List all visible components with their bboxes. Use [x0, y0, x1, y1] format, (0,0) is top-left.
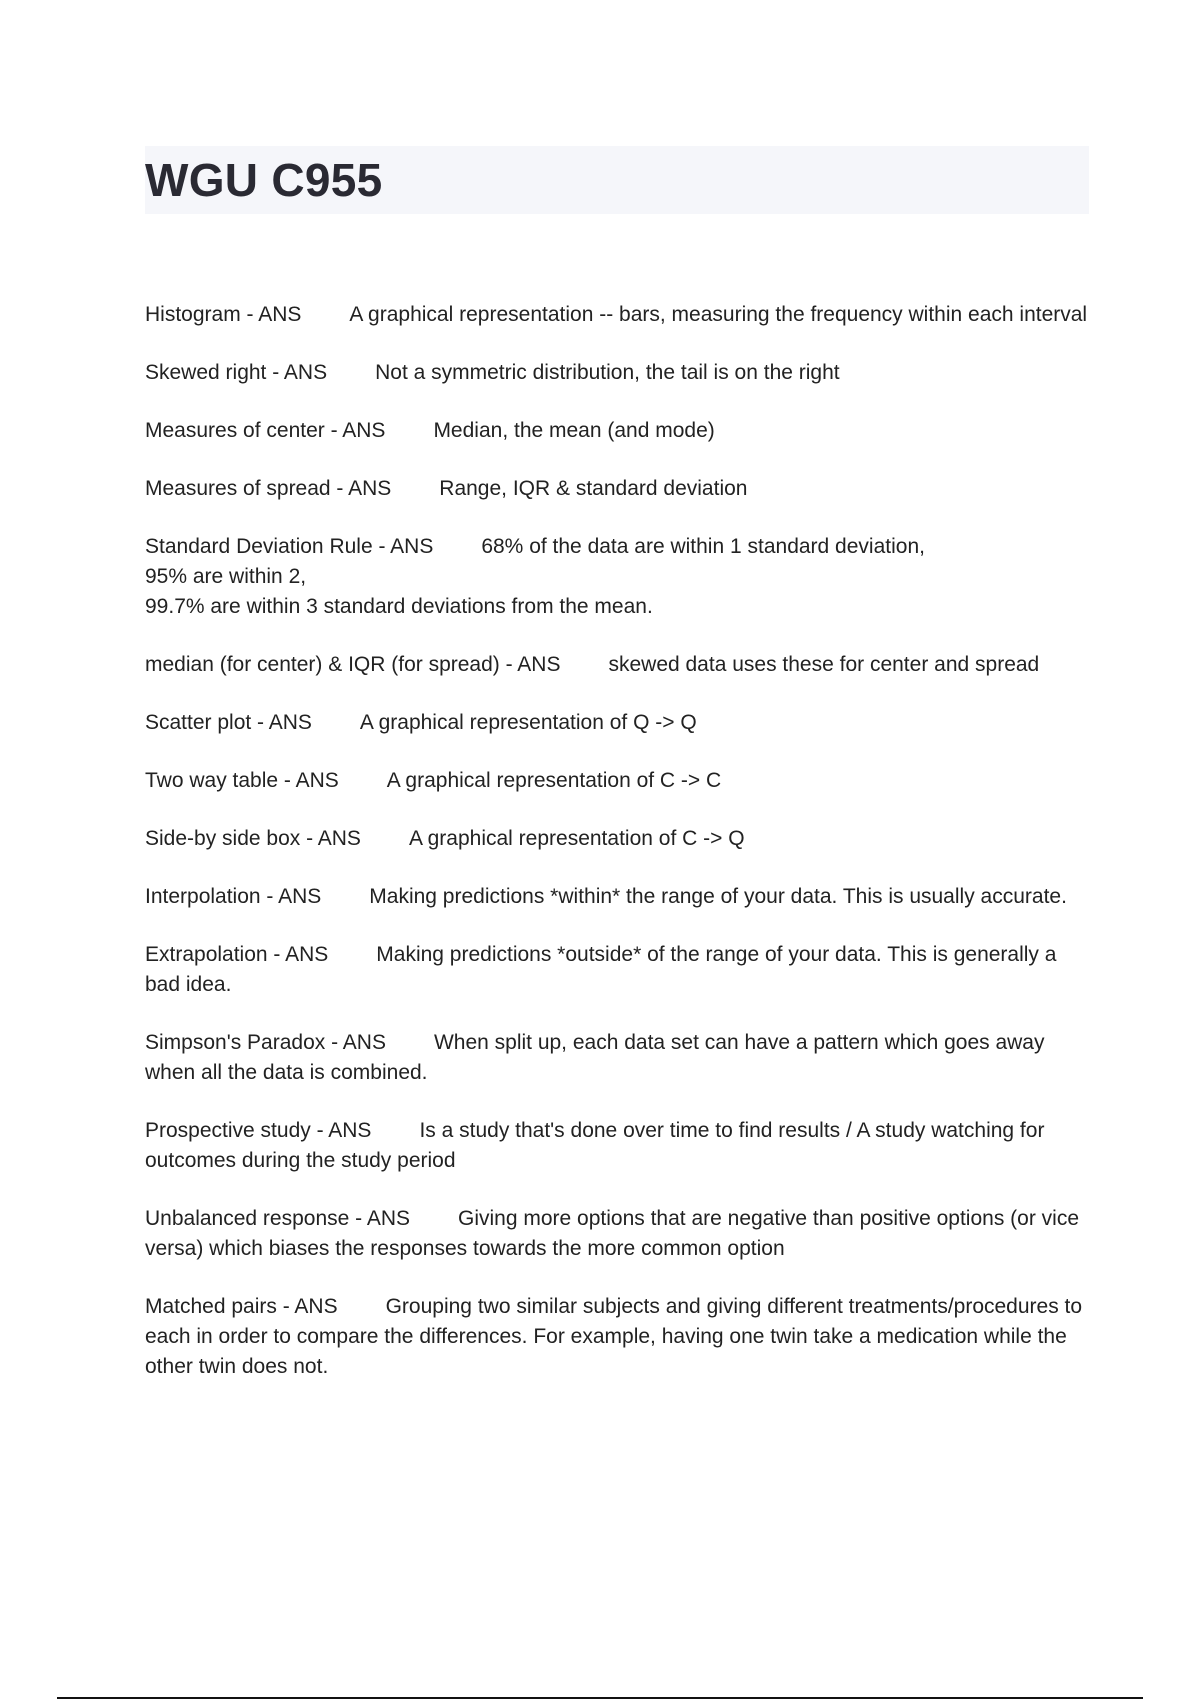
entry-definition: A graphical representation of C -> C	[386, 769, 722, 792]
entry-definition: skewed data uses these for center and spread	[608, 653, 1040, 676]
entry-definition: 68% of the data are within 1 standard deviation, 95% are within 2, 99.7% are within 3 standard deviations from the mean.	[145, 535, 925, 618]
entry-term: Interpolation - ANS	[145, 885, 322, 908]
entry-term: median (for center) & IQR (for spread) - ANS	[145, 653, 561, 676]
page-title: WGU C955	[145, 154, 383, 206]
entry-term: Matched pairs - ANS	[145, 1295, 338, 1318]
entry-definition: Giving more options that are negative than positive options (or vice versa) which biases the responses towards the more common option	[145, 1207, 1080, 1260]
flashcard-entry	[145, 300, 1095, 330]
flashcard-entry	[145, 1116, 1095, 1176]
entry-term: Extrapolation - ANS	[145, 943, 329, 966]
entry-definition: A graphical representation of C -> Q	[408, 827, 745, 850]
entry-definition: Is a study that's done over time to find results / A study watching for outcomes during the study period	[145, 1119, 1045, 1172]
flashcard-entry	[145, 474, 1095, 504]
entry-definition: A graphical representation -- bars, measuring the frequency within each interval	[349, 303, 1088, 326]
flashcard-entry	[145, 1028, 1095, 1088]
flashcard-entry	[145, 824, 1095, 854]
flashcard-entry	[145, 940, 1095, 1000]
entry-term: Histogram - ANS	[145, 303, 302, 326]
entry-definition: Median, the mean (and mode)	[433, 419, 715, 442]
entry-definition: Making predictions *outside* of the range of your data. This is generally a bad idea.	[145, 943, 1057, 996]
flashcard-entry	[145, 358, 1095, 388]
flashcard-entry	[145, 882, 1095, 912]
flashcard-entry	[145, 766, 1095, 796]
flashcard-entry	[145, 1292, 1095, 1382]
entry-term: Standard Deviation Rule - ANS	[145, 535, 434, 558]
flashcard-entry	[145, 416, 1095, 446]
entry-term: Two way table - ANS	[145, 769, 339, 792]
footer-divider	[57, 1697, 1143, 1699]
entry-definition: Grouping two similar subjects and giving different treatments/procedures to each in order to compare the differences. For example, having one twin take a medication while the other twin does not.	[145, 1295, 1083, 1378]
entry-definition: Not a symmetric distribution, the tail is on the right	[375, 361, 840, 384]
entry-term: Skewed right - ANS	[145, 361, 328, 384]
flashcard-list	[145, 300, 1095, 1410]
entry-term: Unbalanced response - ANS	[145, 1207, 410, 1230]
title-banner	[145, 146, 1089, 214]
entry-definition: Making predictions *within* the range of your data. This is usually accurate.	[369, 885, 1067, 908]
entry-term: Measures of center - ANS	[145, 419, 386, 442]
entry-term: Side-by side box - ANS	[145, 827, 361, 850]
entry-definition: When split up, each data set can have a pattern which goes away when all the data is combined.	[145, 1031, 1045, 1084]
entry-term: Prospective study - ANS	[145, 1119, 372, 1142]
entry-term: Measures of spread - ANS	[145, 477, 392, 500]
entry-term: Simpson's Paradox - ANS	[145, 1031, 386, 1054]
entry-term: Scatter plot - ANS	[145, 711, 312, 734]
flashcard-entry	[145, 1204, 1095, 1264]
entry-definition: A graphical representation of Q -> Q	[359, 711, 697, 734]
flashcard-entry	[145, 532, 1095, 622]
flashcard-entry	[145, 708, 1095, 738]
entry-definition: Range, IQR & standard deviation	[439, 477, 748, 500]
flashcard-entry	[145, 650, 1095, 680]
